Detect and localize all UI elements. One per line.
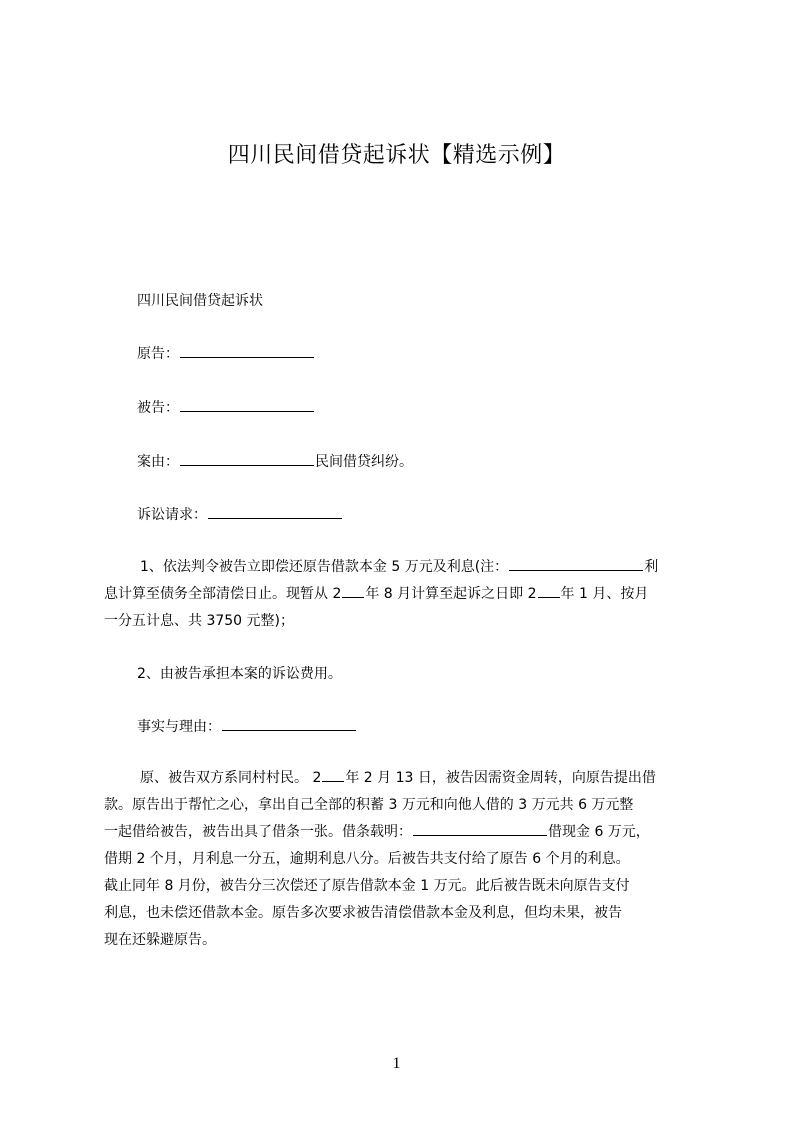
cause-line — [137, 449, 413, 476]
iou-content-blank — [413, 821, 547, 836]
defendant-label: 被告： — [137, 400, 179, 416]
plaintiff-blank — [180, 343, 314, 358]
facts-line-5: 截止同年 8 月份，被告分三次偿还了原告借款本金 1 万元。此后被告既未向原告支付 — [104, 878, 630, 894]
plaintiff-label: 原告： — [137, 346, 179, 362]
document-title: 四川民间借贷起诉状【精选示例】 — [227, 143, 566, 168]
cause-suffix: 民间借贷纠纷。 — [315, 454, 413, 470]
year-blank-1 — [342, 583, 364, 598]
claim-1-line-3: 一分五计息、共 3750 元整)； — [104, 613, 294, 629]
page-number: 1 — [392, 1055, 401, 1072]
facts-year-blank — [322, 767, 344, 782]
facts-label-line — [137, 714, 357, 741]
claims-blank — [208, 504, 342, 519]
facts-line-2: 款。原告出于帮忙之心，拿出自己全部的积蓄 3 万元和向他人借的 3 万元共 6 万元整 — [104, 797, 634, 813]
cause-blank — [180, 451, 314, 466]
claim-1-line-1: 1、依法判令被告立即偿还原告借款本金 5 万元及利息(注： 利 — [104, 554, 704, 581]
cause-label: 案由： — [137, 454, 179, 470]
claim-1-paragraph — [104, 554, 704, 635]
year-blank-2 — [538, 583, 560, 598]
facts-line-1: 原、被告双方系同村村民。 2 年 2 月 13 日，被告因需资金周转，向原告提出借 — [104, 765, 714, 792]
defendant-blank — [180, 397, 314, 412]
claim-2: 2、由被告承担本案的诉讼费用。 — [137, 666, 342, 682]
facts-line-3: 一起借给被告，被告出具了借条一张。借条载明： 借现金 6 万元， — [104, 819, 714, 846]
interest-note-blank — [509, 556, 643, 571]
facts-paragraph — [104, 765, 714, 954]
facts-line-4: 借期 2 个月，月利息一分五，逾期利息八分。后被告共支付给了原告 6 个月的利息。 — [104, 851, 630, 867]
claims-label: 诉讼请求： — [137, 507, 207, 523]
plaintiff-line — [137, 341, 315, 368]
claims-line — [137, 502, 343, 529]
facts-blank — [222, 716, 356, 731]
facts-label: 事实与理由： — [137, 719, 221, 735]
claim-1-line-2: 息计算至债务全部清偿日止。现暂从 2 年 8 月计算至起诉之日即 2 年 1 月、按月 — [104, 581, 704, 608]
facts-line-6: 利息，也未偿还借款本金。原告多次要求被告清偿借款本金及利息，但均未果，被告 — [104, 905, 622, 921]
heading: 四川民间借贷起诉状 — [137, 293, 263, 309]
facts-line-7: 现在还躲避原告。 — [104, 932, 216, 948]
defendant-line — [137, 395, 315, 422]
